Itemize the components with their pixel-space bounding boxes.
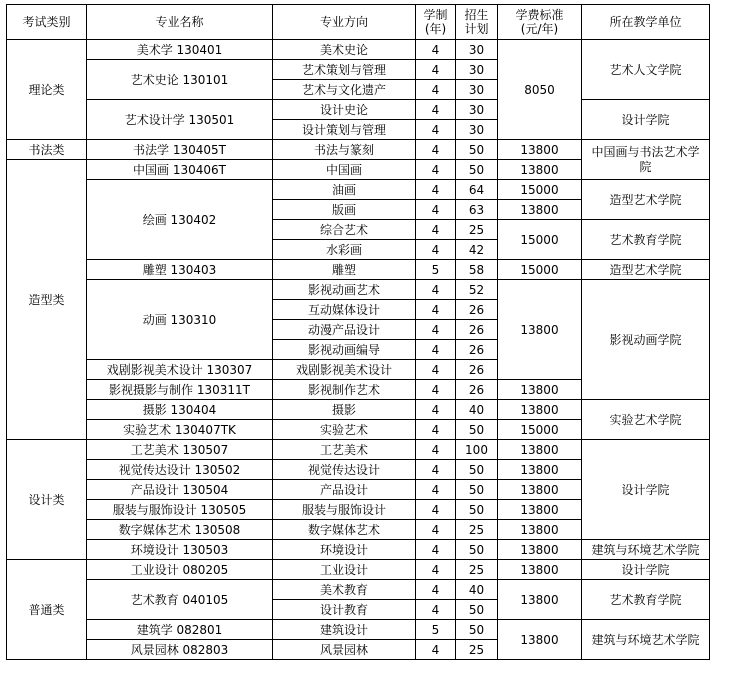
major-cell: 绘画 130402 (87, 180, 273, 260)
school-cell: 艺术人文学院 (582, 40, 710, 100)
years-cell: 4 (416, 60, 456, 80)
direction-cell: 设计教育 (273, 600, 416, 620)
plan-cell: 25 (456, 640, 498, 660)
school-cell: 艺术教育学院 (582, 220, 710, 260)
direction-cell: 艺术与文化遗产 (273, 80, 416, 100)
direction-cell: 雕塑 (273, 260, 416, 280)
header-row (7, 5, 710, 40)
major-cell: 中国画 130406T (87, 160, 273, 180)
years-cell: 4 (416, 120, 456, 140)
fee-cell: 13800 (498, 560, 582, 580)
years-cell: 4 (416, 240, 456, 260)
table-row (7, 400, 710, 420)
header-school: 所在教学单位 (582, 5, 710, 40)
major-cell: 实验艺术 130407TK (87, 420, 273, 440)
plan-cell: 50 (456, 420, 498, 440)
direction-cell: 水彩画 (273, 240, 416, 260)
major-cell: 艺术设计学 130501 (87, 100, 273, 140)
fee-cell: 15000 (498, 420, 582, 440)
years-cell: 4 (416, 560, 456, 580)
school-cell: 建筑与环境艺术学院 (582, 540, 710, 560)
fee-cell: 13800 (498, 200, 582, 220)
years-cell: 4 (416, 540, 456, 560)
major-cell: 风景园林 082803 (87, 640, 273, 660)
direction-cell: 动漫产品设计 (273, 320, 416, 340)
plan-cell: 30 (456, 100, 498, 120)
direction-cell: 影视制作艺术 (273, 380, 416, 400)
plan-cell: 50 (456, 540, 498, 560)
years-cell: 4 (416, 500, 456, 520)
direction-cell: 风景园林 (273, 640, 416, 660)
years-cell: 4 (416, 200, 456, 220)
category-cell: 设计类 (7, 440, 87, 560)
school-cell: 艺术教育学院 (582, 580, 710, 620)
plan-cell: 30 (456, 80, 498, 100)
years-cell: 4 (416, 320, 456, 340)
direction-cell: 艺术策划与管理 (273, 60, 416, 80)
direction-cell: 产品设计 (273, 480, 416, 500)
plan-cell: 50 (456, 140, 498, 160)
major-cell: 艺术史论 130101 (87, 60, 273, 100)
major-cell: 环境设计 130503 (87, 540, 273, 560)
table-row (7, 540, 710, 560)
years-cell: 4 (416, 300, 456, 320)
major-cell: 视觉传达设计 130502 (87, 460, 273, 480)
direction-cell: 版画 (273, 200, 416, 220)
fee-cell: 13800 (498, 540, 582, 560)
major-cell: 艺术教育 040105 (87, 580, 273, 620)
major-cell: 工业设计 080205 (87, 560, 273, 580)
fee-cell: 15000 (498, 180, 582, 200)
plan-cell: 30 (456, 120, 498, 140)
table-row (7, 580, 710, 600)
major-cell: 工艺美术 130507 (87, 440, 273, 460)
direction-cell: 环境设计 (273, 540, 416, 560)
fee-cell: 13800 (498, 440, 582, 460)
table-row (7, 180, 710, 200)
plan-cell: 40 (456, 580, 498, 600)
fee-cell: 13800 (498, 460, 582, 480)
major-cell: 产品设计 130504 (87, 480, 273, 500)
plan-cell: 42 (456, 240, 498, 260)
plan-cell: 58 (456, 260, 498, 280)
fee-cell: 13800 (498, 520, 582, 540)
major-cell: 服装与服饰设计 130505 (87, 500, 273, 520)
plan-cell: 30 (456, 60, 498, 80)
fee-cell: 13800 (498, 480, 582, 500)
plan-cell: 25 (456, 560, 498, 580)
direction-cell: 设计史论 (273, 100, 416, 120)
years-cell: 4 (416, 460, 456, 480)
years-cell: 4 (416, 180, 456, 200)
direction-cell: 中国画 (273, 160, 416, 180)
years-cell: 4 (416, 380, 456, 400)
years-cell: 4 (416, 420, 456, 440)
fee-cell: 13800 (498, 140, 582, 160)
major-cell: 动画 130310 (87, 280, 273, 360)
direction-cell: 书法与篆刻 (273, 140, 416, 160)
years-cell: 4 (416, 360, 456, 380)
category-cell: 普通类 (7, 560, 87, 660)
plan-cell: 26 (456, 380, 498, 400)
enrollment-table (6, 4, 710, 660)
header-years: 学制 (年) (416, 5, 456, 40)
major-cell: 书法学 130405T (87, 140, 273, 160)
direction-cell: 摄影 (273, 400, 416, 420)
school-cell: 设计学院 (582, 440, 710, 540)
plan-cell: 50 (456, 620, 498, 640)
plan-cell: 64 (456, 180, 498, 200)
years-cell: 5 (416, 620, 456, 640)
school-cell: 设计学院 (582, 560, 710, 580)
plan-cell: 26 (456, 320, 498, 340)
direction-cell: 美术史论 (273, 40, 416, 60)
fee-cell: 8050 (498, 40, 582, 140)
school-cell: 造型艺术学院 (582, 260, 710, 280)
plan-cell: 50 (456, 160, 498, 180)
direction-cell: 影视动画艺术 (273, 280, 416, 300)
plan-cell: 50 (456, 480, 498, 500)
plan-cell: 30 (456, 40, 498, 60)
years-cell: 4 (416, 340, 456, 360)
direction-cell: 影视动画编导 (273, 340, 416, 360)
fee-cell: 13800 (498, 160, 582, 180)
fee-cell: 13800 (498, 400, 582, 420)
direction-cell: 戏剧影视美术设计 (273, 360, 416, 380)
direction-cell: 美术教育 (273, 580, 416, 600)
direction-cell: 互动媒体设计 (273, 300, 416, 320)
major-cell: 戏剧影视美术设计 130307 (87, 360, 273, 380)
years-cell: 4 (416, 40, 456, 60)
school-cell: 中国画与书法艺术学 院 (582, 140, 710, 180)
table-row (7, 40, 710, 60)
table-row (7, 140, 710, 160)
header-fee: 学费标准 (元/年) (498, 5, 582, 40)
years-cell: 4 (416, 600, 456, 620)
table-row (7, 280, 710, 300)
table-row (7, 560, 710, 580)
plan-cell: 26 (456, 340, 498, 360)
header-plan: 招生 计划 (456, 5, 498, 40)
direction-cell: 建筑设计 (273, 620, 416, 640)
major-cell: 影视摄影与制作 130311T (87, 380, 273, 400)
years-cell: 4 (416, 280, 456, 300)
school-cell: 设计学院 (582, 100, 710, 140)
school-cell: 实验艺术学院 (582, 400, 710, 440)
direction-cell: 油画 (273, 180, 416, 200)
plan-cell: 100 (456, 440, 498, 460)
years-cell: 4 (416, 400, 456, 420)
years-cell: 4 (416, 520, 456, 540)
fee-cell: 15000 (498, 260, 582, 280)
plan-cell: 25 (456, 520, 498, 540)
plan-cell: 26 (456, 360, 498, 380)
major-cell: 建筑学 082801 (87, 620, 273, 640)
major-cell: 美术学 130401 (87, 40, 273, 60)
years-cell: 4 (416, 640, 456, 660)
table-row (7, 440, 710, 460)
direction-cell: 工业设计 (273, 560, 416, 580)
table-row (7, 620, 710, 640)
years-cell: 4 (416, 480, 456, 500)
category-cell: 造型类 (7, 160, 87, 440)
years-cell: 4 (416, 160, 456, 180)
school-cell: 造型艺术学院 (582, 180, 710, 220)
category-cell: 理论类 (7, 40, 87, 140)
years-cell: 5 (416, 260, 456, 280)
years-cell: 4 (416, 580, 456, 600)
major-cell: 雕塑 130403 (87, 260, 273, 280)
school-cell: 影视动画学院 (582, 280, 710, 400)
years-cell: 4 (416, 140, 456, 160)
years-cell: 4 (416, 440, 456, 460)
direction-cell: 视觉传达设计 (273, 460, 416, 480)
direction-cell: 数字媒体艺术 (273, 520, 416, 540)
plan-cell: 26 (456, 300, 498, 320)
category-cell: 书法类 (7, 140, 87, 160)
plan-cell: 52 (456, 280, 498, 300)
fee-cell: 15000 (498, 220, 582, 260)
years-cell: 4 (416, 220, 456, 240)
years-cell: 4 (416, 80, 456, 100)
plan-cell: 63 (456, 200, 498, 220)
direction-cell: 综合艺术 (273, 220, 416, 240)
header-direction: 专业方向 (273, 5, 416, 40)
fee-cell: 13800 (498, 280, 582, 380)
direction-cell: 工艺美术 (273, 440, 416, 460)
plan-cell: 50 (456, 600, 498, 620)
plan-cell: 25 (456, 220, 498, 240)
direction-cell: 实验艺术 (273, 420, 416, 440)
major-cell: 数字媒体艺术 130508 (87, 520, 273, 540)
fee-cell: 13800 (498, 380, 582, 400)
fee-cell: 13800 (498, 500, 582, 520)
plan-cell: 50 (456, 500, 498, 520)
school-cell: 建筑与环境艺术学院 (582, 620, 710, 660)
header-category: 考试类别 (7, 5, 87, 40)
direction-cell: 设计策划与管理 (273, 120, 416, 140)
years-cell: 4 (416, 100, 456, 120)
major-cell: 摄影 130404 (87, 400, 273, 420)
fee-cell: 13800 (498, 580, 582, 620)
table-row (7, 100, 710, 120)
plan-cell: 40 (456, 400, 498, 420)
fee-cell: 13800 (498, 620, 582, 660)
table-row (7, 260, 710, 280)
direction-cell: 服装与服饰设计 (273, 500, 416, 520)
header-major: 专业名称 (87, 5, 273, 40)
plan-cell: 50 (456, 460, 498, 480)
